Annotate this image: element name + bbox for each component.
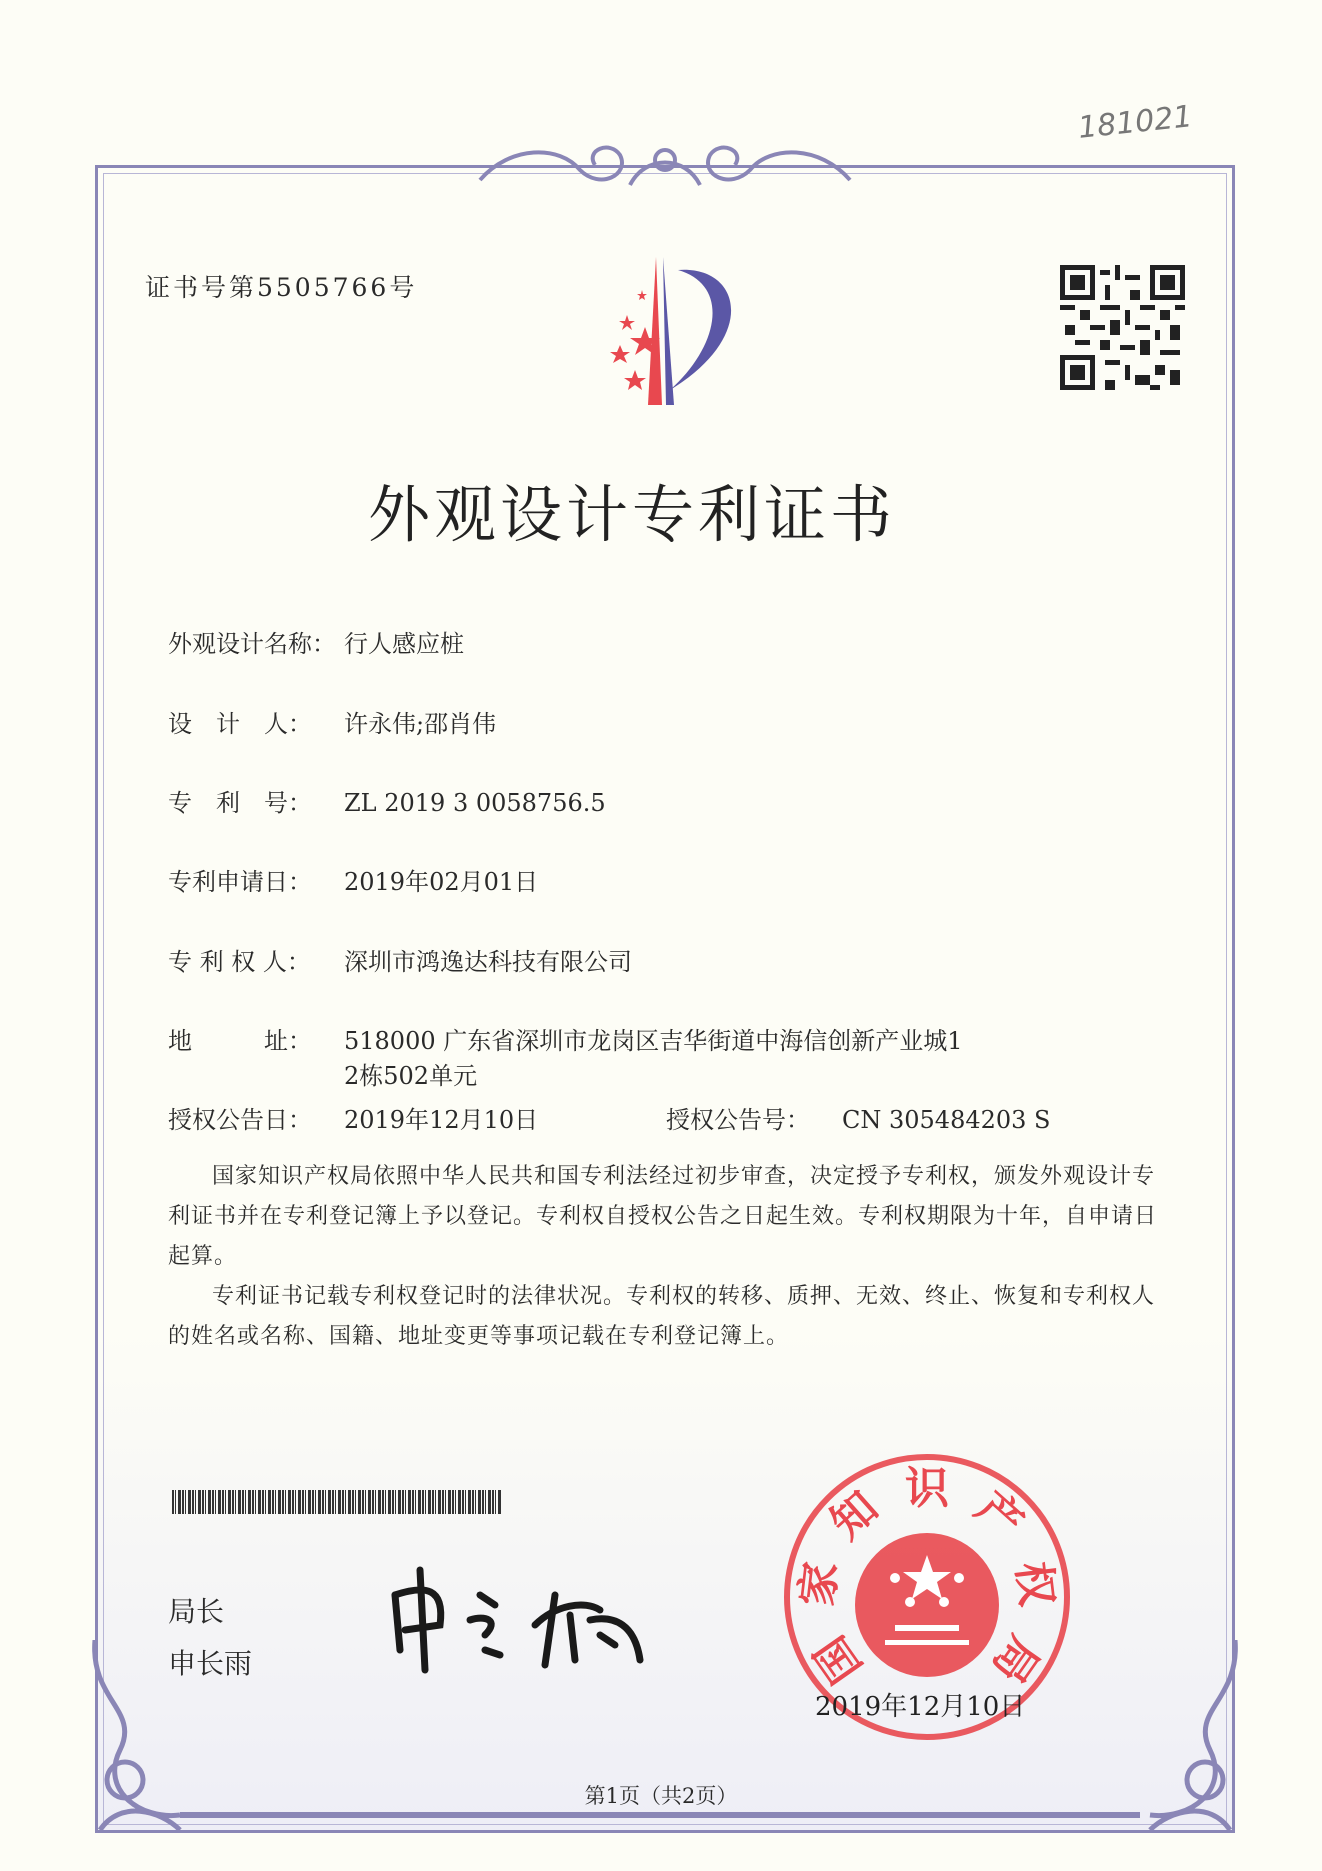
director-signature (385, 1565, 665, 1675)
certificate-statement (168, 1157, 1163, 1357)
field-design-name: 外观设计名称： 行人感应桩 (168, 630, 464, 658)
field-address-line2: 2栋502单元 (344, 1062, 478, 1090)
paragraph: 国家知识产权局依照中华人民共和国专利法经过初步审查，决定授予专利权，颁发外观设计专利证书并在专利登记簿上予以登记。专利权自授权公告之日起生效。专利权期限为十年，自申请日起算。 (168, 1164, 1158, 1269)
field-address: 地 址： 518000 广东省深圳市龙岗区吉华街道中海信创新产业城1 (168, 1027, 963, 1055)
certificate-number: 证书号第5505766号 (145, 273, 418, 302)
director-title: 局长 (168, 1595, 225, 1628)
seal-date: 2019年12月10日 (815, 1692, 1026, 1722)
seal-character: 家 (791, 1559, 848, 1610)
director-name: 申长雨 (168, 1647, 253, 1680)
field-application-date: 专利申请日： 2019年02月01日 (168, 868, 539, 896)
seal-character: 权 (1006, 1559, 1063, 1610)
seal-character: 知 (821, 1482, 889, 1550)
field-patent-number: 专 利 号： ZL 2019 3 0058756.5 (168, 789, 606, 817)
seal-character: 识 (905, 1463, 949, 1514)
field-designer: 设 计 人： 许永伟;邵肖伟 (168, 710, 497, 738)
corner-ornament-icon (1140, 1640, 1250, 1840)
seal-character: 国 (804, 1626, 872, 1692)
seal-character: 产 (965, 1482, 1033, 1550)
field-patentee: 专 利 权 人： 深圳市鸿逸达科技有限公司 (168, 948, 632, 976)
qr-code (1060, 265, 1185, 390)
paragraph: 专利证书记载专利权登记时的法律状况。专利权的转移、质押、无效、终止、恢复和专利权人的姓名或名称、国籍、地址变更等事项记载在专利登记簿上。 (168, 1284, 1156, 1349)
top-ornament-icon (470, 135, 860, 195)
bottom-border-bar (180, 1812, 1140, 1818)
certificate-title: 外观设计专利证书 (368, 478, 897, 551)
seal-character: 局 (982, 1626, 1050, 1692)
handwritten-note: 181021 (1076, 99, 1195, 146)
barcode (172, 1490, 502, 1514)
field-grant-date: 授权公告日： 2019年12月10日 (168, 1106, 539, 1134)
page-indicator: 第1页（共2页） (584, 1784, 738, 1808)
field-grant-number: 授权公告号： CN 305484203 S (666, 1106, 1051, 1134)
cnipa-logo-icon (570, 255, 770, 415)
